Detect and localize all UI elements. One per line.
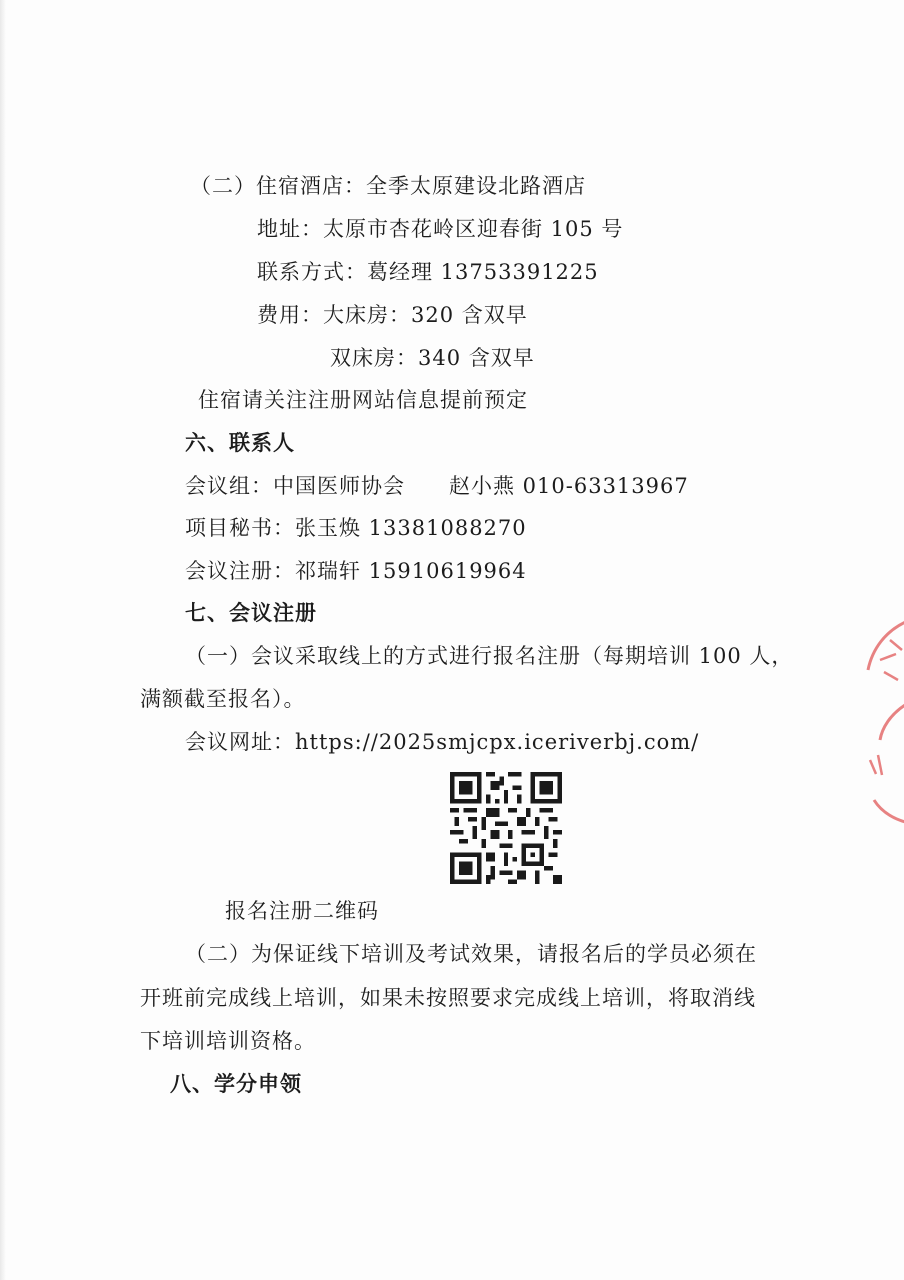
training-paragraph-2: （二）为保证线下培训及考试效果，请报名后的学员必须在 [185,942,757,966]
qr-code-icon [450,772,562,884]
hotel-fee-king: 费用：大床房：320 含双早 [257,303,528,327]
hotel-fee-twin: 双床房：340 含双早 [330,346,535,370]
section-six-heading: 六、联系人 [185,431,295,455]
contact-meeting-group: 会议组：中国医师协会 赵小燕 010-63313967 [185,474,689,498]
registration-paragraph-1: （一）会议采取线上的方式进行报名注册（每期培训 100 人， [185,644,794,668]
hotel-line: （二）住宿酒店：全季太原建设北路酒店 [190,174,586,198]
contact-project-secretary: 项目秘书：张玉焕 13381088270 [185,516,527,540]
section-eight-heading: 八、学分申领 [170,1072,302,1096]
registration-paragraph-1-cont: 满额截至报名）。 [140,687,306,711]
hotel-address: 地址：太原市杏花岭区迎春街 105 号 [257,217,624,241]
contact-registration: 会议注册：祁瑞轩 15910619964 [185,559,527,583]
qr-caption: 报名注册二维码 [225,899,379,923]
red-seal-stamp-icon [850,610,904,840]
scan-edge-shadow [0,0,6,1280]
training-paragraph-2-cont1: 开班前完成线上培训，如果未按照要求完成线上培训，将取消线 [140,986,756,1010]
section-seven-heading: 七、会议注册 [185,601,317,625]
hotel-contact: 联系方式：葛经理 13753391225 [257,260,599,284]
training-paragraph-2-cont2: 下培训培训资格。 [140,1029,316,1053]
hotel-note: 住宿请关注注册网站信息提前预定 [198,388,528,412]
meeting-website: 会议网址：https://2025smjcpx.iceriverbj.com/ [185,730,700,754]
